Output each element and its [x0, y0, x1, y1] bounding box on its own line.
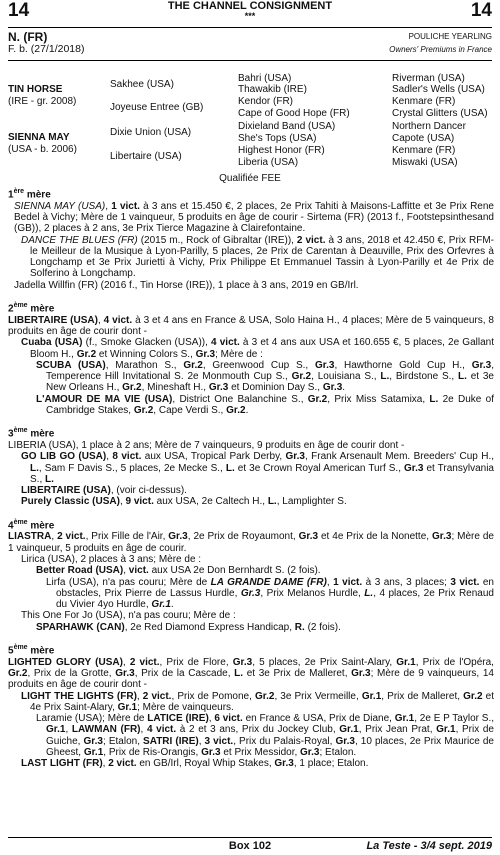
produce-paragraph: Laramie (USA); Mère de LATICE (IRE), 6 vict. en France & USA, Prix de Diane, Gr.1, 2e E P Taylor S., Gr.1, LAWMAN (FR), 4 vict. à 2 et 3 ans, Prix du Jockey Club, Gr.1, Prix Jean Prat, Gr.1, Prix de Guiche, Gr.3; Etalon, SATRI (IRE), 3 vict., Prix du Palais-Royal, Gr.3, 10 places, 2e Prix Maurice de Gheest, Gr.1, Prix de Ris-Orangis, Gr.3 et Prix Messidor, Gr.3; Etalon.	[36, 713, 494, 758]
produce-paragraph: LIGHTED GLORY (USA), 2 vict., Prix de Flore, Gr.3, 5 places, 2e Prix Saint-Alary, Gr.1, Prix de l'Opéra, Gr.2, Prix de la Grotte, Gr.3, Prix de la Cascade, L. et 3e Prix de Malleret, Gr.3; Mère de 9 vainqueurs, 14 produits en âge de courir dont -	[8, 656, 494, 691]
sire-name: TIN HORSE	[8, 84, 63, 95]
pedigree-divider	[8, 60, 492, 61]
produce-paragraph: SCUBA (USA), Marathon S., Gr.2, Greenwood Cup S., Gr.3, Hawthorne Gold Cup H., Gr.3, Temperence Hill Invitational S. 2e Monmouth Cup S., Gr.2, Louisiana S., L., Birdstone S., L. et 3e New Orleans H., Gr.2, Mineshaft H., Gr.3 et Dominion Day S., Gr.3.	[36, 359, 494, 394]
produce-paragraph: SIENNA MAY (USA), 1 vict. à 3 ans et 15.450 €, 2 places, 2e Prix Tahiti à Maisons-Laffitte et 3e Prix Rene Bedel à Vichy; Mère de 1 vainqueur, 5 produits en âge de courir - Sirtema (FR) (2013 f., Footstepsinthesand (GB)), 2 places à 2 ans, 3e Prix Tierce Magazine à Clairefontaine.	[14, 200, 494, 235]
pedigree-gen3: Cape of Good Hope (FR)	[238, 108, 350, 119]
horse-name: N. (FR)	[8, 30, 48, 44]
pedigree-gen3: Bahri (USA)	[238, 73, 292, 84]
box-number: Box 102	[228, 840, 272, 852]
horse-sex-dob: F. b. (27/1/2018)	[8, 43, 85, 55]
header-divider	[8, 27, 492, 28]
pedigree-gen4: Crystal Glitters (USA)	[392, 108, 488, 119]
pedigree-gen4: Sadler's Wells (USA)	[392, 84, 485, 95]
section-heading: 5ème mère	[8, 644, 55, 657]
produce-record	[8, 186, 494, 770]
produce-paragraph: LIGHT THE LIGHTS (FR), 2 vict., Prix de Pomone, Gr.2, 3e Prix Vermeille, Gr.1, Prix de Malleret, Gr.2 et 4e Prix Saint-Alary, Gr.1; Mère de vainqueurs.	[21, 690, 494, 713]
pedigree-gen4: Kenmare (FR)	[392, 96, 456, 107]
pedigree-gen3: Thawakib (IRE)	[238, 84, 307, 95]
section-heading: 3ème mère	[8, 427, 55, 440]
produce-paragraph: LIBERIA (USA), 1 place à 2 ans; Mère de 7 vainqueurs, 9 produits en âge de courir dont -	[8, 439, 405, 451]
produce-paragraph: DANCE THE BLUES (FR) (2015 m., Rock of Gibraltar (IRE)), 2 vict. à 3 ans, 2018 et 42.450 €, Prix RFM-le Meilleur de la Musique à Lyon-Parilly, 5 places, 2e Prix de Carentan à Deauville, Prix des Orfevres à Longchamp et 3e Prix Jurietti à Vichy, Prix Philippe Et Emmanuel Tassin à Lyon-Parilly et 4e Prix de Solferino à Longchamp.	[21, 234, 494, 280]
sale-venue-date: La Teste - 3/4 sept. 2019	[366, 840, 492, 852]
produce-paragraph: Cuaba (USA) (f., Smoke Glacken (USA)), 4 vict. à 3 et 4 ans aux USA et 160.655 €, 5 places, 2e Gallant Bloom H., Gr.2 et Winning Colors S., Gr.3; Mère de :	[21, 337, 494, 360]
dam-name: SIENNA MAY	[8, 132, 70, 143]
produce-paragraph: Jadella Willfin (FR) (2016 f., Tin Horse (IRE)), 1 place à 3 ans, 2019 en GB/Irl.	[14, 279, 359, 291]
produce-paragraph: Lirfa (USA), n'a pas couru; Mère de LA GRANDE DAME (FR), 1 vict. à 3 ans, 3 places; 3 vict. en obstacles, Prix Pierre de Lassus Hurdle, Gr.3, Prix Melanos Hurdle, L., 4 places, 2e Prix Renaud du Vivier 4yo Hurdle, Gr.1.	[46, 576, 494, 611]
produce-paragraph: L'AMOUR DE MA VIE (USA), District One Balanchine S., Gr.2, Prix Miss Satamixa, L. 2e Duke of Cambridge Stakes, Gr.2, Cape Verdi S., Gr.2.	[36, 393, 494, 416]
produce-paragraph: Purely Classic (USA), 9 vict. aux USA, 2e Caltech H., L., Lamplighter S.	[21, 496, 347, 508]
produce-paragraph: LIASTRA, 2 vict., Prix Fille de l'Air, Gr.3, 2e Prix de Royaumont, Gr.3 et 4e Prix de la Nonette, Gr.3; Mère de 1 vainqueur, 5 produits en âge de courir.	[8, 531, 494, 554]
section-heading: 4ème mère	[8, 518, 55, 532]
footer-divider	[8, 837, 492, 838]
pedigree-gen3: Dixieland Band (USA)	[238, 121, 336, 132]
pedigree-gen3: Highest Honor (FR)	[238, 145, 325, 156]
section-heading: 1ère mère	[8, 188, 51, 201]
produce-paragraph: LAST LIGHT (FR), 2 vict. en GB/Irl, Royal Whip Stakes, Gr.3, 1 place; Etalon.	[21, 758, 369, 770]
pedigree-gen4: Kenmare (FR)	[392, 145, 456, 156]
pedigree-gen4: Miswaki (USA)	[392, 157, 458, 168]
dam-info: (USA - b. 2006)	[8, 144, 77, 155]
pedigree-gen3: Liberia (USA)	[238, 157, 299, 168]
pedigree-gen2: Sakhee (USA)	[110, 79, 174, 90]
horse-type: POULICHE YEARLING	[408, 32, 492, 41]
pedigree-gen2: Joyeuse Entree (GB)	[110, 102, 204, 113]
produce-paragraph: LIBERTAIRE (USA), (voir ci-dessus).	[21, 485, 187, 497]
pedigree-gen2: Libertaire (USA)	[110, 151, 182, 162]
pedigree-gen4: Capote (USA)	[392, 133, 455, 144]
lot-number-right: 14	[470, 0, 492, 21]
consignor-title: THE CHANNEL CONSIGNMENT	[167, 0, 333, 12]
produce-paragraph: Better Road (USA), vict. aux USA 2e Don Bernhardt S. (2 fois).	[36, 565, 321, 577]
pedigree-gen3: Kendor (FR)	[238, 96, 294, 107]
produce-paragraph: This One For Jo (USA), n'a pas couru; Mère de :	[21, 610, 236, 622]
pedigree-gen3: She's Tops (USA)	[238, 133, 317, 144]
pedigree-gen4: Northern Dancer	[392, 121, 466, 132]
produce-paragraph: GO LIB GO (USA), 8 vict. aux USA, Tropical Park Derby, Gr.3, Frank Arsenault Mem. Breeders' Cup H., L., Sam F Davis S., 5 places, 2e Mecke S., L. et 3e Crown Royal American Turf S., Gr.3 et Transylvania S., L.	[21, 451, 495, 485]
produce-paragraph: LIBERTAIRE (USA), 4 vict. à 3 et 4 ans en France & USA, Solo Haina H., 4 places; Mère de 5 vainqueurs, 8 produits en âge de courir dont -	[8, 314, 494, 337]
pedigree-gen4: Riverman (USA)	[392, 73, 465, 84]
consignor-stars: ***	[244, 11, 256, 21]
qualification: Qualifiée FEE	[219, 173, 281, 184]
sire-info: (IRE - gr. 2008)	[8, 96, 77, 107]
produce-paragraph: SPARHAWK (CAN), 2e Red Diamond Express Handicap, R. (2 fois).	[36, 621, 341, 633]
owners-premiums: Owners' Premiums in France	[389, 45, 492, 54]
lot-number: 14	[8, 0, 30, 21]
produce-paragraph: Lirica (USA), 2 places à 3 ans; Mère de :	[21, 553, 202, 565]
section-heading: 2ème mère	[8, 302, 55, 315]
pedigree-gen2: Dixie Union (USA)	[110, 127, 192, 138]
